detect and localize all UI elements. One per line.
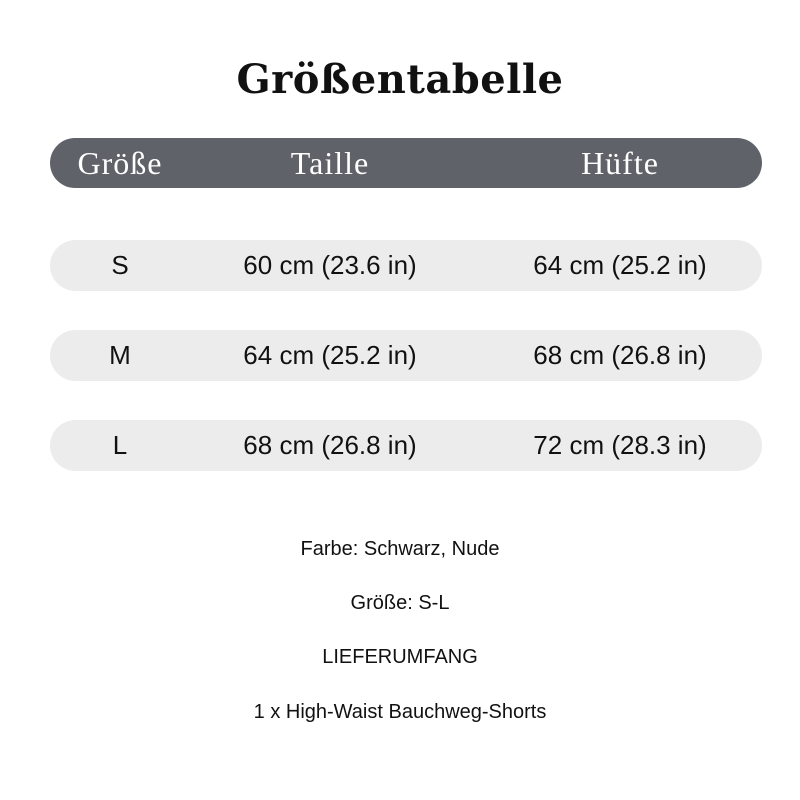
- hip-value: 64 cm (25.2 in): [533, 250, 707, 280]
- delivery-item: 1 x High-Waist Bauchweg-Shorts: [253, 701, 547, 723]
- size-table-header: [50, 138, 762, 188]
- waist-value: 60 cm (23.6 in): [243, 250, 417, 280]
- color-info: Farbe: Schwarz, Nude: [300, 538, 500, 560]
- table-row-s: [50, 240, 762, 291]
- size-label: M: [109, 340, 131, 370]
- size-label: L: [112, 430, 128, 460]
- header-hip: Hüfte: [581, 145, 659, 181]
- waist-value: 68 cm (26.8 in): [243, 430, 417, 460]
- hip-value: 68 cm (26.8 in): [533, 340, 707, 370]
- header-size: Größe: [77, 145, 163, 181]
- size-range-info: Größe: S-L: [350, 592, 450, 614]
- waist-value: 64 cm (25.2 in): [243, 340, 417, 370]
- table-row-l: [50, 420, 762, 471]
- page-title: Größentabelle: [236, 56, 564, 103]
- size-label: S: [111, 250, 129, 280]
- table-row-m: [50, 330, 762, 381]
- header-waist: Taille: [290, 145, 370, 181]
- hip-value: 72 cm (28.3 in): [533, 430, 707, 460]
- delivery-heading: LIEFERUMFANG: [322, 646, 478, 668]
